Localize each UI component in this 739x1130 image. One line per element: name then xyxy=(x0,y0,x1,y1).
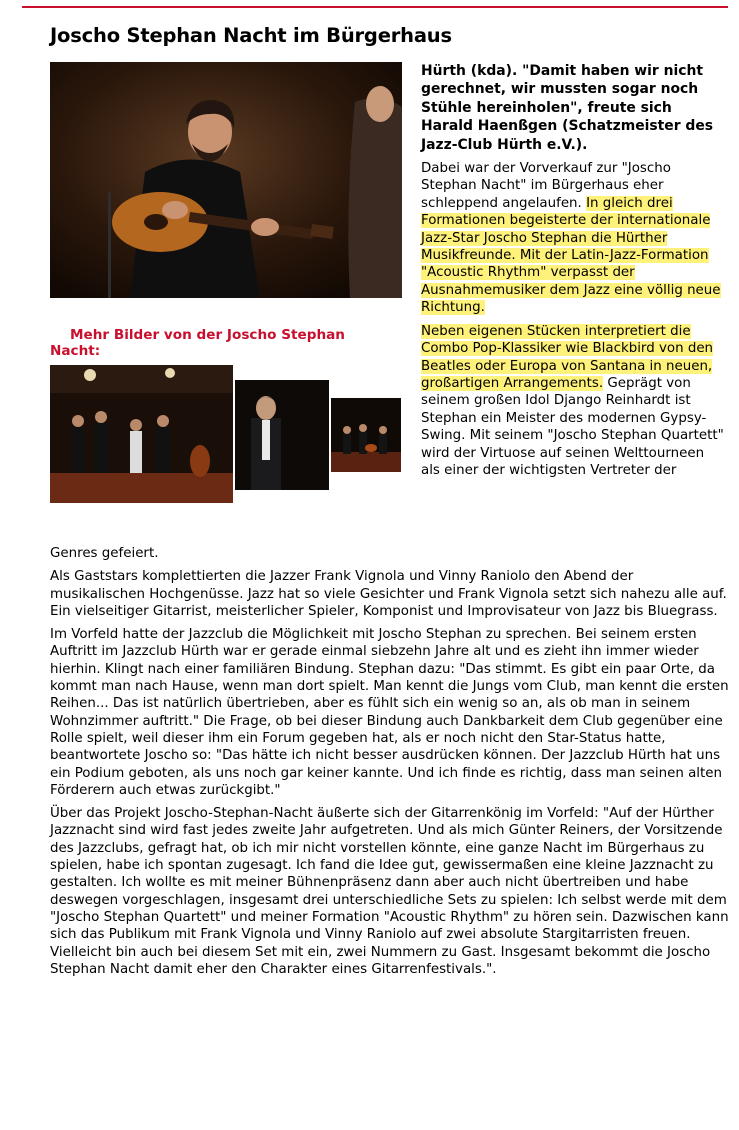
paragraph-2 xyxy=(421,323,727,480)
paragraph-1-highlight: In gleich drei Formationen begeisterte der internationale Jazz-Star Joscho Stephan die Hürther Musikfreunde. Mit der Latin-Jazz-Formation "Acoustic Rhythm" verpasst der Ausnahmemusiker dem Jazz eine völlig neue Richtung. xyxy=(421,195,721,316)
paragraph-4: Im Vorfeld hatte der Jazzclub die Möglichkeit mit Joscho Stephan zu sprechen. Bei seinem ersten Auftritt im Jazzclub Hürth war er gerade einmal siebzehn Jahre alt und es zieht ihn immer wieder hierhin. Klingt nach einer familiären Bindung. Stephan dazu: "Das stimmt. Es gibt ein paar Orte, da kommt man nach Hause, wenn man dort spielt. Man kennt die Jungs vom Club, man kennt die ersten Reihen... Das ist natürlich übertrieben, aber es fühlt sich ein wenig so an, als ob man in seinem Wohnzimmer auftritt." Die Frage, ob bei dieser Bindung auch Dankbarkeit dem Club gegenüber eine Rolle spielt, weil dieser ihm ein Forum gegeben hat, als er noch nicht den Star-Status hatte, beantwortete Joscho so: "Das hätte ich nicht besser ausdrücken können. Der Jazzclub Hürth hat uns ein Podium geboten, als uns noch gar keiner kannte. Und ich finde es richtig, dass man seinen alten Förderern auch etwas zurückgibt." xyxy=(50,627,729,798)
gallery-heading: Mehr Bilder von der Joscho Stephan Nacht: xyxy=(50,327,345,359)
paragraph-1-text: Dabei war der Vorverkauf zur "Joscho Stephan Nacht" im Bürgerhaus eher schleppend angelaufen. xyxy=(421,161,671,211)
article-title: Joscho Stephan Nacht im Bürgerhaus xyxy=(50,24,452,47)
article-body xyxy=(50,545,730,984)
paragraph-5: Über das Projekt Joscho-Stephan-Nacht äußerte sich der Gitarrenkönig im Vorfeld: "Auf der Hürther Jazznacht sind wird fast jedes zweite Jahr aufgetreten. Und als mich Günter Reiners, der Vorsitzende des Jazzclubs, gefragt hat, ob ich mir nicht vorstellen könnte, eine ganze Nacht im Bürgerhaus zu spielen, habe ich spontan zugesagt. Ich fand die Idee gut, gewissermaßen eine kleine Jazznacht zu gestalten. Ich wollte es mit meiner Bühnenpräsenz dann aber auch nicht übertreiben und habe deswegen vorgeschlagen, insgesamt drei unterschiedliche Sets zu spielen: Ich selbst werde mit dem "Joscho Stephan Quartett" und meiner Formation "Acoustic Rhythm" zu hören sein. Dazwischen kann sich das Publikum mit Frank Vignola und Vinny Raniolo auf zwei absolute Stargitarristen freuen. Vielleicht bin auch bei diesem Set mit ein, zwei Nummern zu Gast. Insgesamt bekommt die Joscho Stephan Nacht damit eher den Charakter eines Gitarrenfestivals.". xyxy=(50,806,729,977)
gallery-thumbnail-3[interactable] xyxy=(331,398,401,472)
paragraph-3: Als Gaststars komplettierten die Jazzer Frank Vignola und Vinny Raniolo den Abend der musikalischen Hochgenüsse. Jazz hat so viele Gesichter und Frank Vignola setzt sich nahezu alle auf. Ein vielseitiger Gitarrist, meisterlicher Spieler, Komponist und Improvisateur von Jazz bis Bluegrass. xyxy=(50,569,727,619)
top-rule xyxy=(22,6,728,8)
article-lead: Hürth (kda). "Damit haben wir nicht gerechnet, wir mussten sogar noch Stühle hereinholen", freute sich Harald Haenßgen (Schatzmeister des Jazz-Club Hürth e.V.). xyxy=(421,63,714,153)
paragraph-2-highlight: Neben eigenen Stücken interpretiert die Combo Pop-Klassiker wie Blackbird von den Beatles oder Europa von Santana in neuen, großartigen Arrangements. xyxy=(421,323,714,391)
gallery-thumbnail-1[interactable] xyxy=(50,365,233,503)
article-right-column xyxy=(421,62,727,485)
paragraph-1 xyxy=(421,160,727,317)
paragraph-2-tail: Genres gefeiert. xyxy=(50,546,159,561)
hero-photo-guitarist xyxy=(50,62,402,298)
gallery-thumbnail-2[interactable] xyxy=(235,380,329,490)
paragraph-2-text: Geprägt von seinem großen Idol Django Reinhardt ist Stephan ein Meister des modernen Gypsy-Swing. Mit seinem "Joscho Stephan Quartett" wird der Virtuose auf seinen Welttourneen als einer der wichtigsten Vertreter der xyxy=(421,375,724,478)
